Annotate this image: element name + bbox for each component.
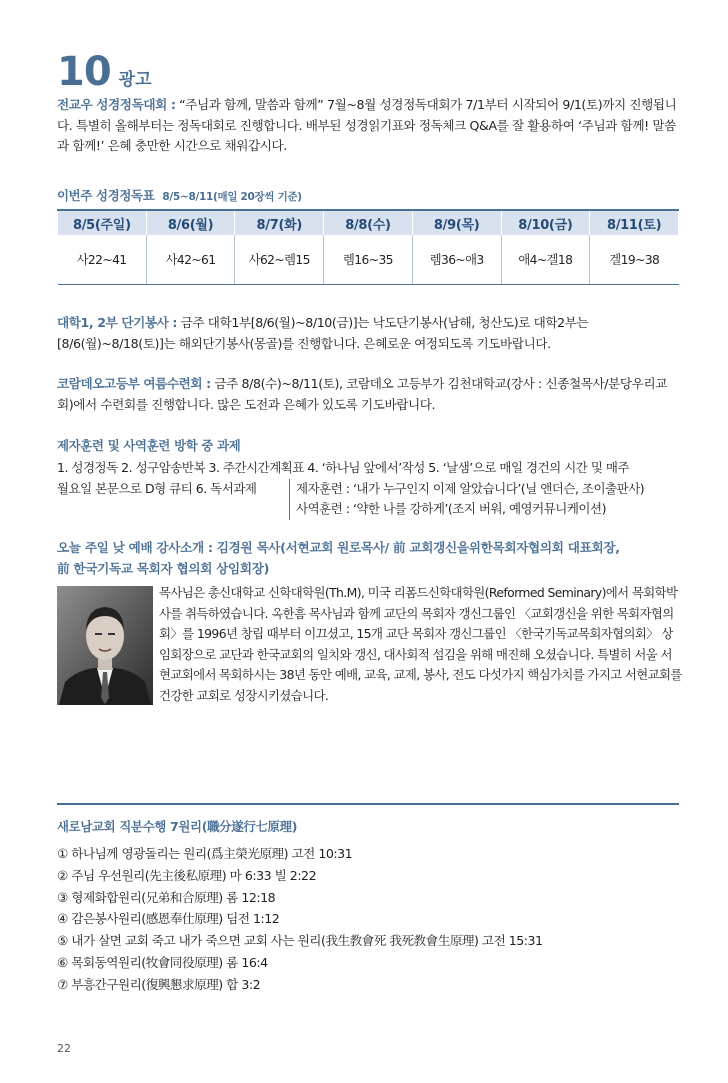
day-header: 8/9(목) <box>412 210 501 235</box>
day-header: 8/8(수) <box>324 210 413 235</box>
reading-cell: 애4~겔18 <box>501 235 590 284</box>
list-item: ① 하나님께 영광돌리는 원리(爲主榮光原理) 고전 10:31 <box>57 846 353 861</box>
notice-text: 금주 대학1부[8/6(월)~8/10(금)]는 낙도단기봉사(남해, 청산도)로 대학2부는 [8/6(월)~8/18(토)]는 해외단기봉사(몽골)를 진행합니다. 은혜로운 여정되도록 기도바랍니다. <box>57 315 589 351</box>
page-number: 22 <box>57 1042 71 1055</box>
bible-reading-contest-notice <box>57 95 679 157</box>
tasks-body <box>57 458 687 520</box>
schedule-title: 이번주 성경정독표 <box>57 188 155 203</box>
speaker-bio: 목사님은 총신대학교 신학대학원(Th.M), 미국 리폼드신학대학원(Reformed Seminary)에서 목회학박사를 취득하였습니다. 옥한흠 목사님과 함께 교단의 목회자 갱신그룹인 〈교회갱신을 위한 목회자협의회〉를 1996년 창립 때부터 이끄셨고, 15개 교단 목회자 갱신그룹인 〈한국기독교목회자협의회〉 상임회장으로 교단과 한국교회의 일치와 갱신, 대사회적 섬김을 위해 매진해 오셨습니다. 특별히 서울 서현교회에서 목회하시는 38년 동안 예배, 교육, 교제, 봉사, 전도 다섯가지 핵심가치를 가지고 서현교회를 건강한 교회로 성장시키셨습니다. <box>159 585 682 703</box>
reading-cell: 렘36~애3 <box>412 235 501 284</box>
section-header <box>57 49 152 95</box>
reading-cell: 사22~41 <box>58 235 147 284</box>
ministry-training-book: 사역훈련 : ‘약한 나를 강하게’(조지 버워, 예영커뮤니케이션) <box>296 501 606 516</box>
reading-cell: 렘16~35 <box>324 235 413 284</box>
schedule-subtitle: 8/5~8/11(매일 20장씩 기준) <box>162 191 302 203</box>
list-item: ⑤ 내가 살면 교회 죽고 내가 죽으면 교회 사는 원리(我生教會死 我死教會生原理) 고전 15:31 <box>57 933 543 949</box>
principles-list <box>57 843 679 996</box>
day-header: 8/6(월) <box>146 210 235 235</box>
day-header: 8/5(주일) <box>58 210 147 235</box>
day-header: 8/10(금) <box>501 210 590 235</box>
disciple-training-book: 제자훈련 : ‘내가 누구인지 이제 알았습니다’(닐 앤더슨, 조이출판사) <box>296 480 645 496</box>
schedule-heading <box>57 186 302 204</box>
list-item: ② 주님 우선원리(先主後私原理) 마 6:33 빌 2:22 <box>57 867 317 883</box>
day-header: 8/7(화) <box>235 210 324 235</box>
tasks-heading: 제자훈련 및 사역훈련 방학 중 과제 <box>57 438 241 453</box>
speaker-title-line: 前 한국기독교 목회자 협의회 상임회장) <box>57 560 270 576</box>
principles-heading: 새로남교회 직분수행 7원리(職分遂行七原理) <box>57 819 298 834</box>
speaker-heading <box>57 538 697 579</box>
table-header-row <box>58 210 679 235</box>
reading-schedule-table <box>57 209 679 285</box>
list-item: ⑦ 부흥간구원리(復興懇求原理) 합 3:2 <box>57 976 261 992</box>
reading-cell: 사42~61 <box>146 235 235 284</box>
notice-text: 금주 8/8(수)~8/11(토), 코람데오 고등부가 김천대학교(강사 : 신종철목사/분당우리교회)에서 수련회를 진행합니다. 많은 도전과 은혜가 있도록 기도바랍니다. <box>57 376 667 412</box>
notice-label: 코람데오고등부 여름수련회 : <box>57 376 211 391</box>
tasks-line: 1. 성경정독 2. 성구암송반복 3. 주간시간계획표 4. ‘하나님 앞에서’작성 5. ‘날샘’으로 매일 경건의 시간 및 매주 <box>57 460 630 475</box>
tasks-line: 월요일 본문으로 D형 큐티 6. 독서과제 <box>57 480 257 496</box>
speaker-title-line: 오늘 주일 낮 예배 강사소개 : 김경원 목사(서현교회 원로목사/ 前 교회갱신을위한목회자협의회 대표회장, <box>57 540 620 555</box>
notice-text: “주님과 함께, 말씀과 함께” 7월~8월 성경정독대회가 7/1부터 시작되어 9/1(토)까지 진행됩니다. 특별히 올해부터는 정독대회로 진행합니다. 배부된 성경읽기표와 정독체크 Q&A를 잘 활용하여 ‘주님과 함께! 말씀과 함께!’ 은혜 충만한 시간으로 채워갑시다. <box>57 97 677 153</box>
reading-assignments <box>289 479 644 520</box>
notice-label: 전교우 성경정독대회 : <box>57 97 176 112</box>
reading-cell: 겔19~38 <box>590 235 679 284</box>
section-title: 광고 <box>118 70 152 90</box>
list-item: ⑥ 목회동역원리(牧會同役原理) 롬 16:4 <box>57 954 268 970</box>
section-divider <box>57 803 679 805</box>
college-volunteer-notice <box>57 313 679 354</box>
speaker-photo <box>57 586 153 705</box>
notice-label: 대학1, 2부 단기봉사 : <box>57 315 178 330</box>
youth-retreat-notice <box>57 374 679 415</box>
list-item: ③ 형제화합원리(兄弟和合原理) 롬 12:18 <box>57 889 276 905</box>
reading-cell: 사62~렘15 <box>235 235 324 284</box>
section-number: 10 <box>57 49 111 95</box>
day-header: 8/11(토) <box>590 210 679 235</box>
table-row <box>58 235 679 284</box>
list-item: ④ 감은봉사원리(感恩奉仕原理) 딤전 1:12 <box>57 911 280 927</box>
